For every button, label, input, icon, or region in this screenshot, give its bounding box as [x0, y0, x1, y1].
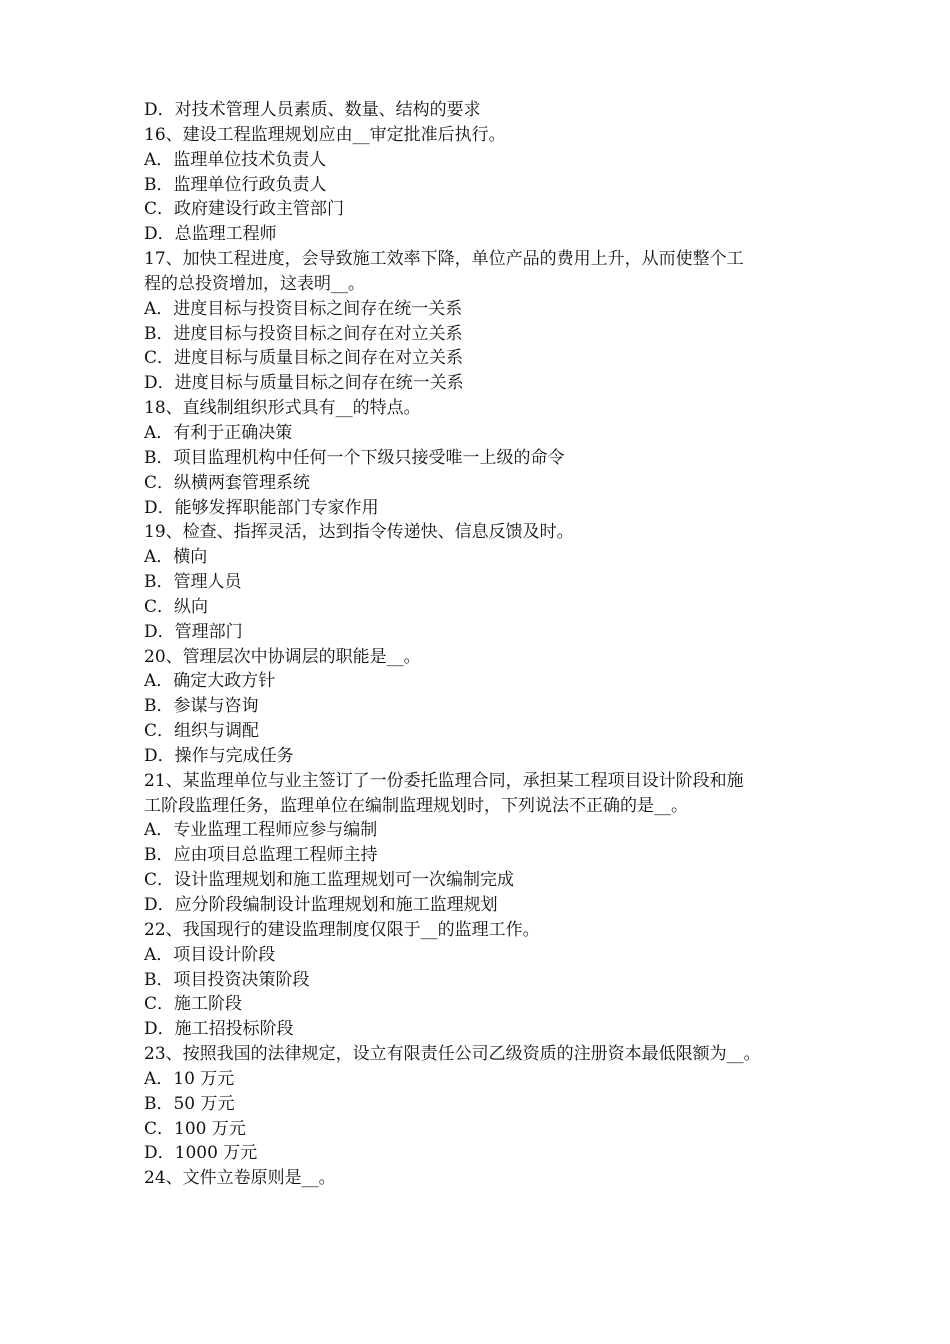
text-line: C．纵横两套管理系统 [144, 472, 311, 493]
text-line: 18、直线制组织形式具有__的特点。 [144, 398, 421, 419]
question-text-block [144, 98, 824, 1191]
text-line: D．总监理工程师 [144, 224, 277, 245]
text-line: D．进度目标与质量目标之间存在统一关系 [144, 373, 464, 394]
text-line: D．操作与完成任务 [144, 745, 294, 766]
text-line: 24、文件立卷原则是__。 [144, 1168, 336, 1189]
text-line: 工阶段监理任务，监理单位在编制监理规划时，下列说法不正确的是__。 [144, 795, 688, 816]
text-line: A．横向 [144, 547, 208, 568]
text-line: D．对技术管理人员素质、数量、结构的要求 [144, 100, 481, 120]
text-line: 17、加快工程进度，会导致施工效率下降，单位产品的费用上升，从而使整个工 [144, 249, 744, 270]
text-line: A．有利于正确决策 [144, 422, 293, 443]
text-line: D．应分阶段编制设计监理规划和施工监理规划 [144, 895, 498, 915]
text-line: 23、按照我国的法律规定，设立有限责任公司乙级资质的注册资本最低限额为__。 [144, 1044, 761, 1065]
text-line: D．能够发挥职能部门专家作用 [144, 497, 379, 518]
text-line: 22、我国现行的建设监理制度仅限于__的监理工作。 [144, 919, 540, 940]
text-line: 21、某监理单位与业主签订了一份委托监理合同，承担某工程项目设计阶段和施 [144, 770, 744, 791]
text-line: C．组织与调配 [144, 721, 260, 742]
text-line: B．项目监理机构中任何一个下级只接受唯一上级的命令 [144, 447, 565, 468]
text-line: C．100 万元 [144, 1118, 246, 1139]
text-line: C．施工阶段 [144, 994, 243, 1015]
text-line: D．1000 万元 [144, 1143, 258, 1164]
text-line: A．项目设计阶段 [144, 944, 276, 965]
text-line: B．应由项目总监理工程师主持 [144, 845, 378, 866]
text-line: A．10 万元 [144, 1068, 235, 1089]
text-line: B．管理人员 [144, 572, 242, 593]
text-line: D．管理部门 [144, 621, 243, 642]
text-line: B．进度目标与投资目标之间存在对立关系 [144, 323, 463, 344]
text-line: 程的总投资增加，这表明__。 [144, 273, 365, 294]
text-line: B．监理单位行政负责人 [144, 174, 327, 195]
text-line: 19、检查、指挥灵活，达到指令传递快、信息反馈及时。 [144, 522, 574, 543]
text-line: 20、管理层次中协调层的职能是__。 [144, 646, 421, 667]
text-line: A．确定大政方针 [144, 671, 276, 692]
text-line: A．专业监理工程师应参与编制 [144, 820, 378, 841]
text-line: C．设计监理规划和施工监理规划可一次编制完成 [144, 870, 515, 891]
text-line: A．监理单位技术负责人 [144, 149, 327, 170]
text-line: C．进度目标与质量目标之间存在对立关系 [144, 348, 464, 369]
text-line: D．施工招投标阶段 [144, 1019, 294, 1040]
text-line: B．50 万元 [144, 1093, 235, 1114]
text-line: C．纵向 [144, 596, 209, 617]
text-line: A．进度目标与投资目标之间存在统一关系 [144, 298, 463, 319]
text-line: B．项目投资决策阶段 [144, 969, 310, 990]
text-line: 16、建设工程监理规划应由__审定批准后执行。 [144, 124, 506, 145]
text-line: C．政府建设行政主管部门 [144, 199, 345, 220]
text-line: B．参谋与咨询 [144, 696, 259, 717]
